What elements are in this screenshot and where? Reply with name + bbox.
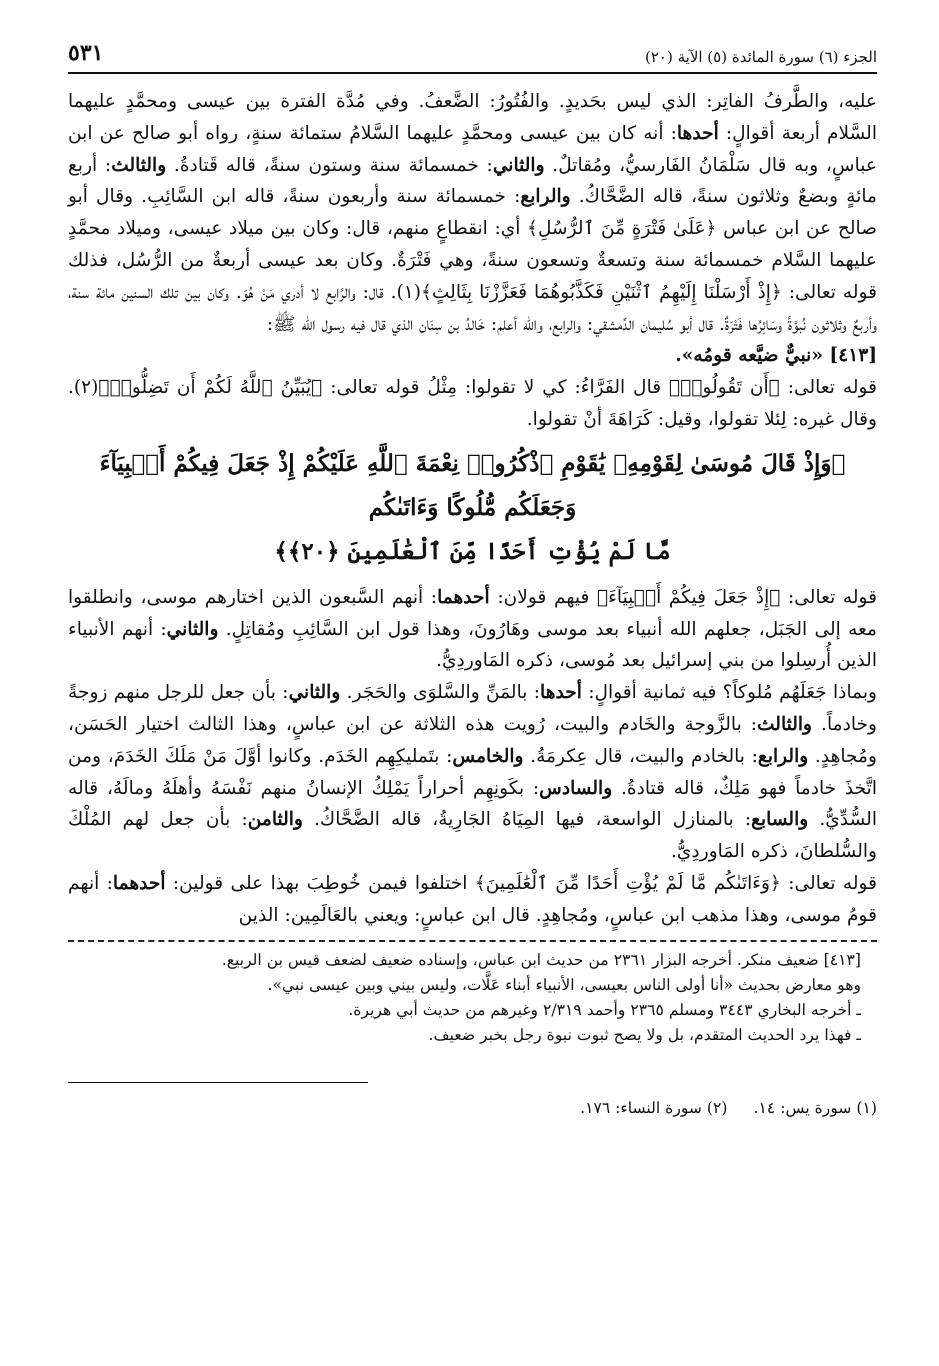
paragraph-an-taqulu: قوله تعالى: ﴿أَن تَقُولُوا۟﴾ قال الفَرَّاءُ: كي لا تقولوا: مِثْلُ قوله تعالى: ﴿يُبَيِّنُ ٱللَّهُ لَكُمْ أَن تَضِلُّوا۟﴾(٢). وقال غيره: لِئلا تقولوا، وقيل: كَرَاهَةَ أنْ تقولوا. [68, 377, 877, 430]
paragraph-anbiya: قوله تعالى: ﴿إِذْ جَعَلَ فِيكُمْ أَنۢبِيَآءَ﴾ فيهم قولان: أحدهما: أنهم السَّبعون الذين اختارهم موسى، وانطلقوا معه إلى الجَبَل، جعلهم الله أنبياء بعد موسى وهَارُونَ، وهذا قول ابن السَّائِبِ ومُقاتِلٍ. والثاني: أنهم الأنبياء الذين أُرسِلوا من بني إسرائيل بعد مُوسى، ذكره المَاوردِيُّ. [68, 586, 877, 672]
takhrij-notes [68, 948, 877, 1048]
footnote-rule [68, 1082, 368, 1083]
footnote-2: (٢) سورة النساء: ١٧٦. [580, 1098, 728, 1117]
footnote-rule-wrap [68, 1048, 877, 1089]
footnotes [68, 1095, 877, 1117]
paragraph-alamin: قوله تعالى: ﴿وَءَاتَىٰكُم مَّا لَمْ يُؤْتِ أَحَدًا مِّنَ ٱلْعَٰلَمِينَ﴾ اختلفوا فيمن خُوطِبَ بهذا على قولين: أحدهما: أنهم قومُ موسى، وهذا مذهب ابن عباسٍ، ومُجاهِدٍ. قال ابن عباسٍ: ويعني بالعَالَمِين: الذين [68, 872, 878, 926]
footnote-list [580, 1099, 877, 1117]
running-header [68, 40, 877, 74]
main-text [68, 86, 877, 932]
hadith-413: [٤١٣] «نبيٌّ ضيَّعه قومُه». [675, 345, 877, 367]
note-line: وهو معارض بحديث «أنا أولى الناس بعيسى، الأنبياء أبناء عَلَّات، وليس بيني وبين عيسى نبي». [267, 975, 861, 994]
quran-verse [68, 442, 877, 574]
note-line: [٤١٣] ضعيف منكر. أخرجه البزار ٢٣٦١ من حديث ابن عباس، وإسناده ضعيف لضعف قيس بن الربيع. [221, 950, 861, 969]
dashed-divider [68, 940, 877, 942]
page-number: ٥٣١ [68, 40, 104, 66]
header-title: الجزء (٦) سورة المائدة (٥) الآية (٢٠) [645, 48, 877, 66]
note-line: ـ فهذا يرد الحديث المتقدم، بل ولا يصح ثبوت نبوة رجل بخبر ضعيف. [428, 1025, 861, 1044]
paragraph-muluk: وبماذا جَعَلَهُم مُلوكاً؟ فيه ثمانية أقوالٍ: أحدها: بالمَنِّ والسَّلوَى والحَجَر. والثاني: بأن جعل للرجل منهم زوجةً وخادماً. والثالث: بالزَّوجة والخَادم والبيت، رُويت هذه الثلاثة عن ابن عباسٍ، وهذا الثالث اختيار الحَسَن، ومُجاهِدٍ. والرابع: بالخادم والبيت، قال عِكرمَةُ. والخامس: بتَمليكِهِم الخَدَم. وكانوا أوَّلَ مَنْ مَلَكَ الخَدَمَ، ومن اتَّخذَ خادماً فهو مَلِكٌ، قاله قتادةُ. والسادس: بكَونِهِم أحراراً يَمْلِكُ الإنسانُ منهم نَفْسَهُ وأهلَهُ ومالَهُ، قاله السُّدِّيُّ. والسابع: بالمنازل الواسعة، فيها المِيَاهُ الجَارِيةُ، قاله الضَّحَّاكُ. والثامن: بأن جعل لهم المُلْكَ والسُّلطانَ، ذكره المَاوردِيُّ. [68, 682, 878, 863]
footnote-1: (١) سورة يس: ١٤. [753, 1098, 877, 1117]
paragraph-fatra: عليه، والطَّرفُ الفاتِر: الذي ليس بحَديدٍ. والفُتُورُ: الضَّعفُ. وفي مُدَّة الفترة بين عيسى ومحمَّدٍ عليهما السَّلام أربعة أقوالٍ: أحدها: أنه كان بين عيسى ومحمَّدٍ عليهما السَّلامُ ستمائة سنةٍ، رواه أبو صالح عن ابن عباسٍ، وبه قال سَلْمَانُ الفَارسيُّ، ومُقاتلٌ. والثاني: خمسمائة سنة وستون سنةً، قاله قَتادةُ. والثالث: أربع مائةٍ وبضعٌ وثلاثون سنةً، قاله الضَّحَّاكُ. والرابع: خمسمائة سنة وأربعون سنةً، قاله ابن السَّائِبِ. وقال أبو صالح عن ابن عباس ﴿عَلَىٰ فَتْرَةٍ مِّنَ ٱلرُّسُلِ﴾ أي: انقطاعٍ منهم، قال: وكان بين ميلاد عيسى، وميلاد محمَّدٍ عليهما السَّلام خمسمائة سنة وتسعةٌ وتسعون سنةً، وهي فَتْرَةٌ. وكان بعد عيسى أربعةٌ من الرُّسُل، فذلك قوله تعالى: ﴿إِذْ أَرْسَلْنَا إِلَيْهِمُ ٱثْنَيْنِ فَكَذَّبُوهُمَا فَعَزَّزْنَا بِثَالِثٍ﴾(١). قال: والرَّابع لا أدري مَنْ هُوَ. وكان بين تلك السنين مائة سنة، وأربعٌ وثلاثون نُبوَّةً وسَائِرُها فَتْرَةٌ. قال أبو سُليمان الدِّمشقي: والرابع، والله أعلم: خَالدُ بن سِنَان الذي قال فيه رسول الله ﷺ: [68, 91, 878, 335]
note-line: ـ أخرجه البخاري ٣٤٤٣ ومسلم ٢٣٦٥ وأحمد ٢/٣١٩ وغيرهم من حديث أبي هريرة. [348, 1000, 861, 1019]
verse-line-2: مَّا لَمْ يُؤْتِ أَحَدًا مِّنَ ٱلْعَٰلَمِينَ ﴿٢٠﴾﴾ [274, 537, 671, 565]
page [68, 40, 877, 1117]
verse-line-1: ﴿وَإِذْ قَالَ مُوسَىٰ لِقَوْمِهِۦ يَٰقَوْمِ ٱذْكُرُوا۟ نِعْمَةَ ٱللَّهِ عَلَيْكُمْ إِذْ جَعَلَ فِيكُمْ أَنۢبِيَآءَ وَجَعَلَكُم مُّلُوكًا وَءَاتَىٰكُم [99, 449, 846, 521]
